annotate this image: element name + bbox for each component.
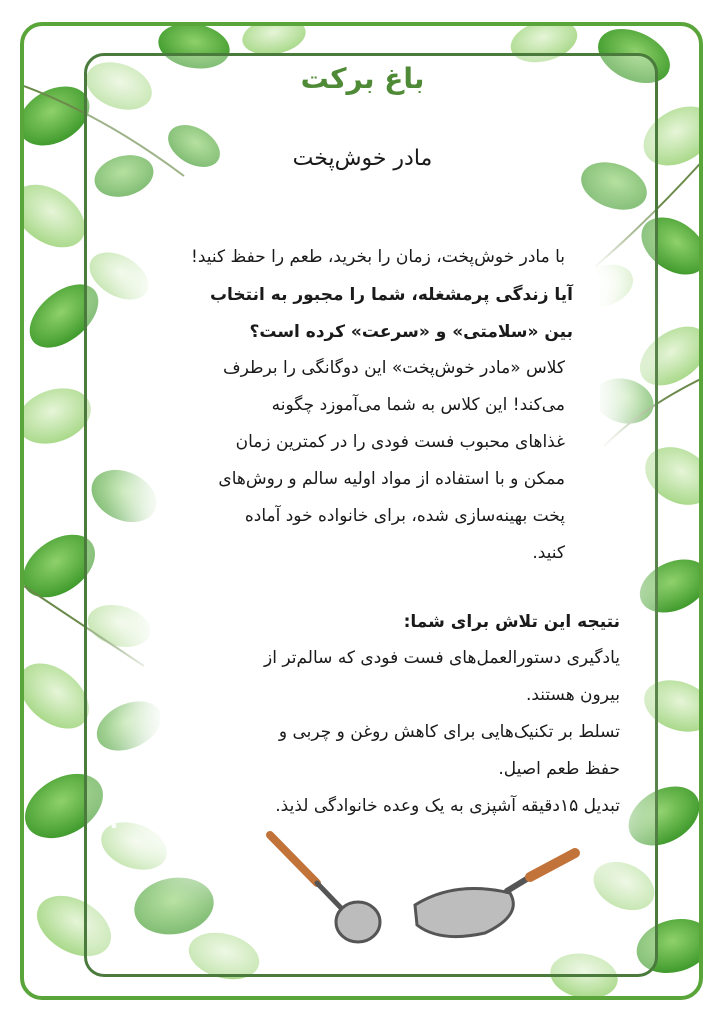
results-line: تبدیل ۱۵دقیقه آشپزی به یک وعده خانوادگی لذیذ. [275, 796, 620, 816]
description-line: کنید. [532, 543, 565, 563]
ladle-icon [270, 835, 380, 942]
intro-line: با مادر خوش‌پخت، زمان را بخرید، طعم را حفظ کنید! [191, 247, 565, 267]
utensils-illustration [255, 825, 595, 950]
description-line: ممکن و با استفاده از مواد اولیه سالم و روش‌های [218, 469, 565, 489]
description-line: غذاهای محبوب فست فودی را در کمترین زمان [235, 432, 565, 452]
results-line: بیرون هستند. [525, 685, 620, 705]
description-line: می‌کند! این کلاس به شما می‌آموزد چگونه [271, 395, 565, 415]
results-heading: نتیجه این تلاش برای شما: [403, 612, 620, 632]
description-line: پخت بهینه‌سازی شده، برای خانواده خود آماده [244, 506, 565, 526]
page-title: باغ برکت [300, 62, 425, 95]
frying-pan-icon [415, 853, 575, 937]
intro-question-line: آیا زندگی پرمشغله، شما را مجبور به انتخاب [209, 285, 573, 305]
results-line: حفظ طعم اصیل. [498, 759, 620, 779]
results-line: تسلط بر تکنیک‌هایی برای کاهش روغن و چربی و [278, 722, 620, 742]
results-line: یادگیری دستورالعمل‌های فست فودی که سالم‌تر از [264, 648, 620, 668]
intro-question-line: بین «سلامتی» و «سرعت» کرده است؟ [249, 322, 573, 342]
description-line: کلاس «مادر خوش‌پخت» این دوگانگی را برطرف [222, 358, 565, 378]
page-subtitle: مادر خوش‌پخت [292, 146, 433, 171]
